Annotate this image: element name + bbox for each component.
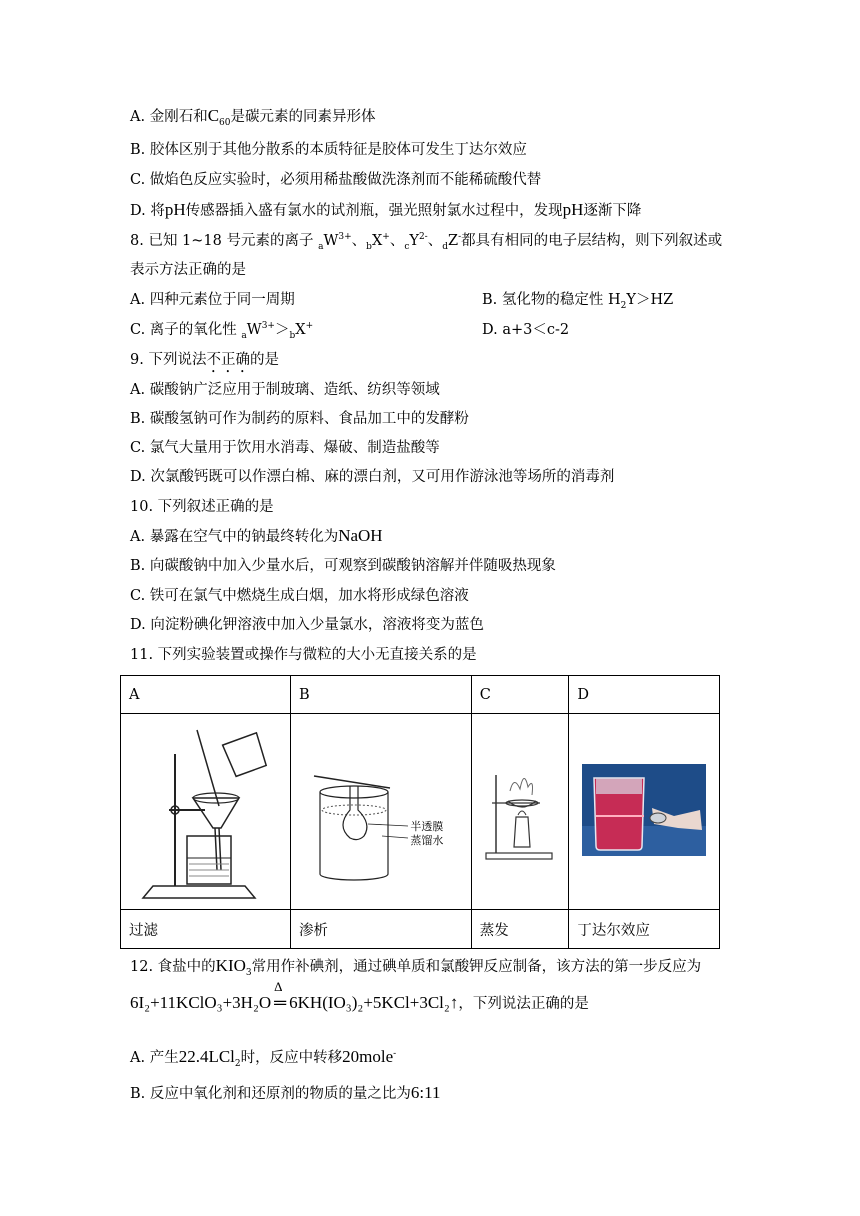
q12-stem: 12. 食盐中的$KIO_3$常用作补碘剂，通过碘单质和氯酸钾反应制备，该方法的第一步反应为 [130, 956, 702, 978]
q8-option-b: B. 氢化物的稳定性 $H_2Y>HZ$ [482, 292, 674, 311]
filtration-apparatus-icon [135, 720, 275, 900]
q10-option-c: C. 铁可在氯气中燃烧生成白烟，加水将形成绿色溶液 [130, 588, 469, 604]
q9-option-a: A. 碳酸钠广泛应用于制玻璃、造纸、纺织等领域 [130, 382, 440, 398]
q12-option-a: A. 产生22.4LCl$_2$时，反应中转移20mole- [130, 1047, 397, 1069]
q10-stem: 10. 下列叙述正确的是 [130, 499, 274, 515]
tyndall-effect-photo-icon [582, 764, 706, 856]
header-b: B [290, 676, 471, 714]
q12-equation: 6I₂+11KClO₃+3H₂O Δ ═ 6KH(IO₃)₂+5KCl+3Cl₂↑，下列说法正确的是 [130, 979, 589, 1012]
caption-d: 丁达尔效应 [569, 910, 720, 949]
q9-option-c: C. 氯气大量用于饮用水消毒、爆破、制造盐酸等 [130, 440, 440, 456]
evaporation-apparatus-icon [480, 755, 560, 865]
q10-option-d: D. 向淀粉碘化钾溶液中加入少量氯水，溶液将变为蓝色 [130, 617, 484, 633]
q9-option-d: D. 次氯酸钙既可以作漂白棉、麻的漂白剂，又可用作游泳池等场所的消毒剂 [130, 469, 615, 485]
q9-stem: 9. 下列说法不正确的是 [130, 352, 279, 368]
q8-stem: 8. 已知 1~18 号元素的离子 $_aW^{3+}$、$_b$X+、$_cY^{2-}$、$_d$Z-都具有相同的电子层结构，则下列叙述或 [130, 232, 723, 252]
q11-stem: 11. 下列实验装置或操作与微粒的大小无直接关系的是 [130, 647, 477, 663]
q12-option-b: B. 反应中氧化剂和还原剂的物质的量之比为6:11 [130, 1083, 441, 1102]
q10-option-b: B. 向碳酸钠中加入少量水后，可观察到碳酸钠溶解并伴随吸热现象 [130, 558, 556, 574]
water-label: 蒸馏水 [410, 834, 444, 847]
heat-symbol: Δ [274, 979, 283, 994]
q7-option-b: B. 胶体区别于其他分散系的本质特征是胶体可发生丁达尔效应 [130, 142, 527, 158]
q8-stem-cont: 表示方法正确的是 [130, 262, 246, 278]
evaporation-figure [471, 714, 569, 910]
q7-option-d: D. 将pH传感器插入盛有氯水的试剂瓶，强光照射氯水过程中，发现pH逐渐下降 [130, 200, 642, 219]
q10-option-a: A. 暴露在空气中的钠最终转化为NaOH [130, 526, 383, 545]
q7-option-a: A. 金刚石和$C_{60}$是碳元素的同素异形体 [130, 106, 376, 128]
dialysis-apparatus-icon [306, 714, 455, 909]
q11-table [120, 675, 720, 949]
caption-a: 过滤 [121, 910, 291, 949]
caption-b: 渗析 [290, 910, 471, 949]
dialysis-figure [290, 714, 471, 910]
header-d: D [569, 676, 720, 714]
q7-option-c: C. 做焰色反应实验时，必须用稀盐酸做洗涤剂而不能稀硫酸代替 [130, 172, 542, 188]
q8-option-c: C. 离子的氧化性 $_aW^{3+}>_bX^+$ [130, 321, 314, 341]
q8-option-a: A. 四种元素位于同一周期 [130, 292, 295, 308]
filtration-figure [121, 714, 291, 910]
header-a: A [121, 676, 291, 714]
membrane-label: 半透膜 [410, 820, 444, 833]
q9-option-b: B. 碳酸氢钠可作为制药的原料、食品加工中的发酵粉 [130, 411, 469, 427]
caption-c: 蒸发 [471, 910, 569, 949]
header-c: C [471, 676, 569, 714]
q8-option-d: D. a+3＜c-2 [482, 322, 570, 338]
tyndall-figure [569, 714, 720, 910]
